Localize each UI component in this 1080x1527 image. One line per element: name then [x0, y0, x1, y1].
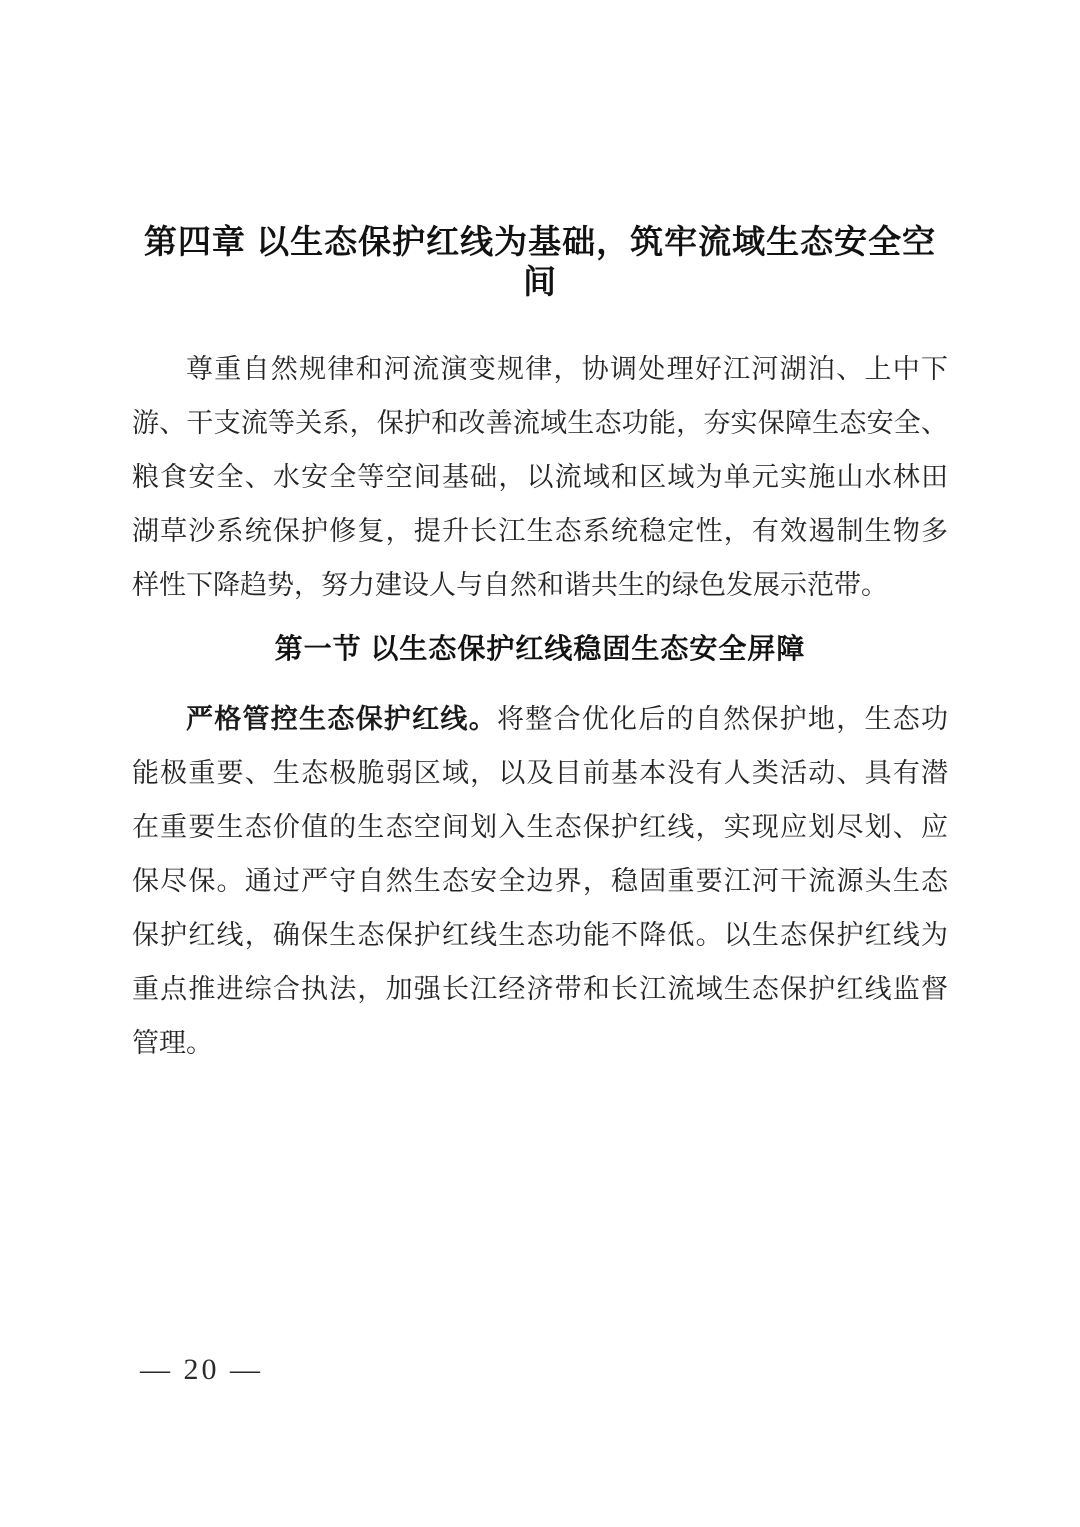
paragraph-2-line-7: 管理。 — [132, 1028, 213, 1058]
paragraph-2-line-4: 保尽保。通过严守自然生态安全边界，稳固重要江河干流源头生态 — [132, 866, 948, 896]
lead-sentence: 严格管控生态保护红线。 — [186, 704, 497, 734]
paragraph-2-line-5: 保护红线，确保生态保护红线生态功能不降低。以生态保护红线为 — [132, 920, 948, 950]
paragraph-2-line-6: 重点推进综合执法，加强长江经济带和长江流域生态保护红线监督 — [132, 974, 948, 1004]
paragraph-2-line-2: 能极重要、生态极脆弱区域，以及目前基本没有人类活动、具有潜 — [132, 758, 948, 788]
section-title: 第一节 以生态保护红线稳固生态安全屏障 — [274, 633, 806, 664]
paragraph-1-line-5: 样性下降趋势，努力建设人与自然和谐共生的绿色发展示范带。 — [132, 570, 888, 600]
paragraph-1-line-3: 粮食安全、水安全等空间基础，以流域和区域为单元实施山水林田 — [132, 462, 948, 492]
paragraph-2-line-3: 在重要生态价值的生态空间划入生态保护红线，实现应划尽划、应 — [132, 812, 948, 842]
paragraph-1-line-1: 尊重自然规律和河流演变规律，协调处理好江河湖泊、上中下 — [186, 354, 948, 384]
page-number: — 20 — — [140, 1353, 263, 1386]
line-text: 将整合优化后的自然保护地，生态功 — [496, 704, 949, 734]
paragraph-2-line-1 — [132, 692, 948, 746]
chapter-title: 第四章 以生态保护红线为基础，筑牢流域生态安全空间 — [143, 223, 937, 300]
paragraph-2 — [132, 692, 948, 1070]
paragraph-1-line-4: 湖草沙系统保护修复，提升长江生态系统稳定性，有效遏制生物多 — [132, 516, 948, 546]
paragraph-1-line-2: 游、干支流等关系，保护和改善流域生态功能，夯实保障生态安全、 — [132, 408, 948, 438]
paragraph-1 — [132, 342, 948, 612]
